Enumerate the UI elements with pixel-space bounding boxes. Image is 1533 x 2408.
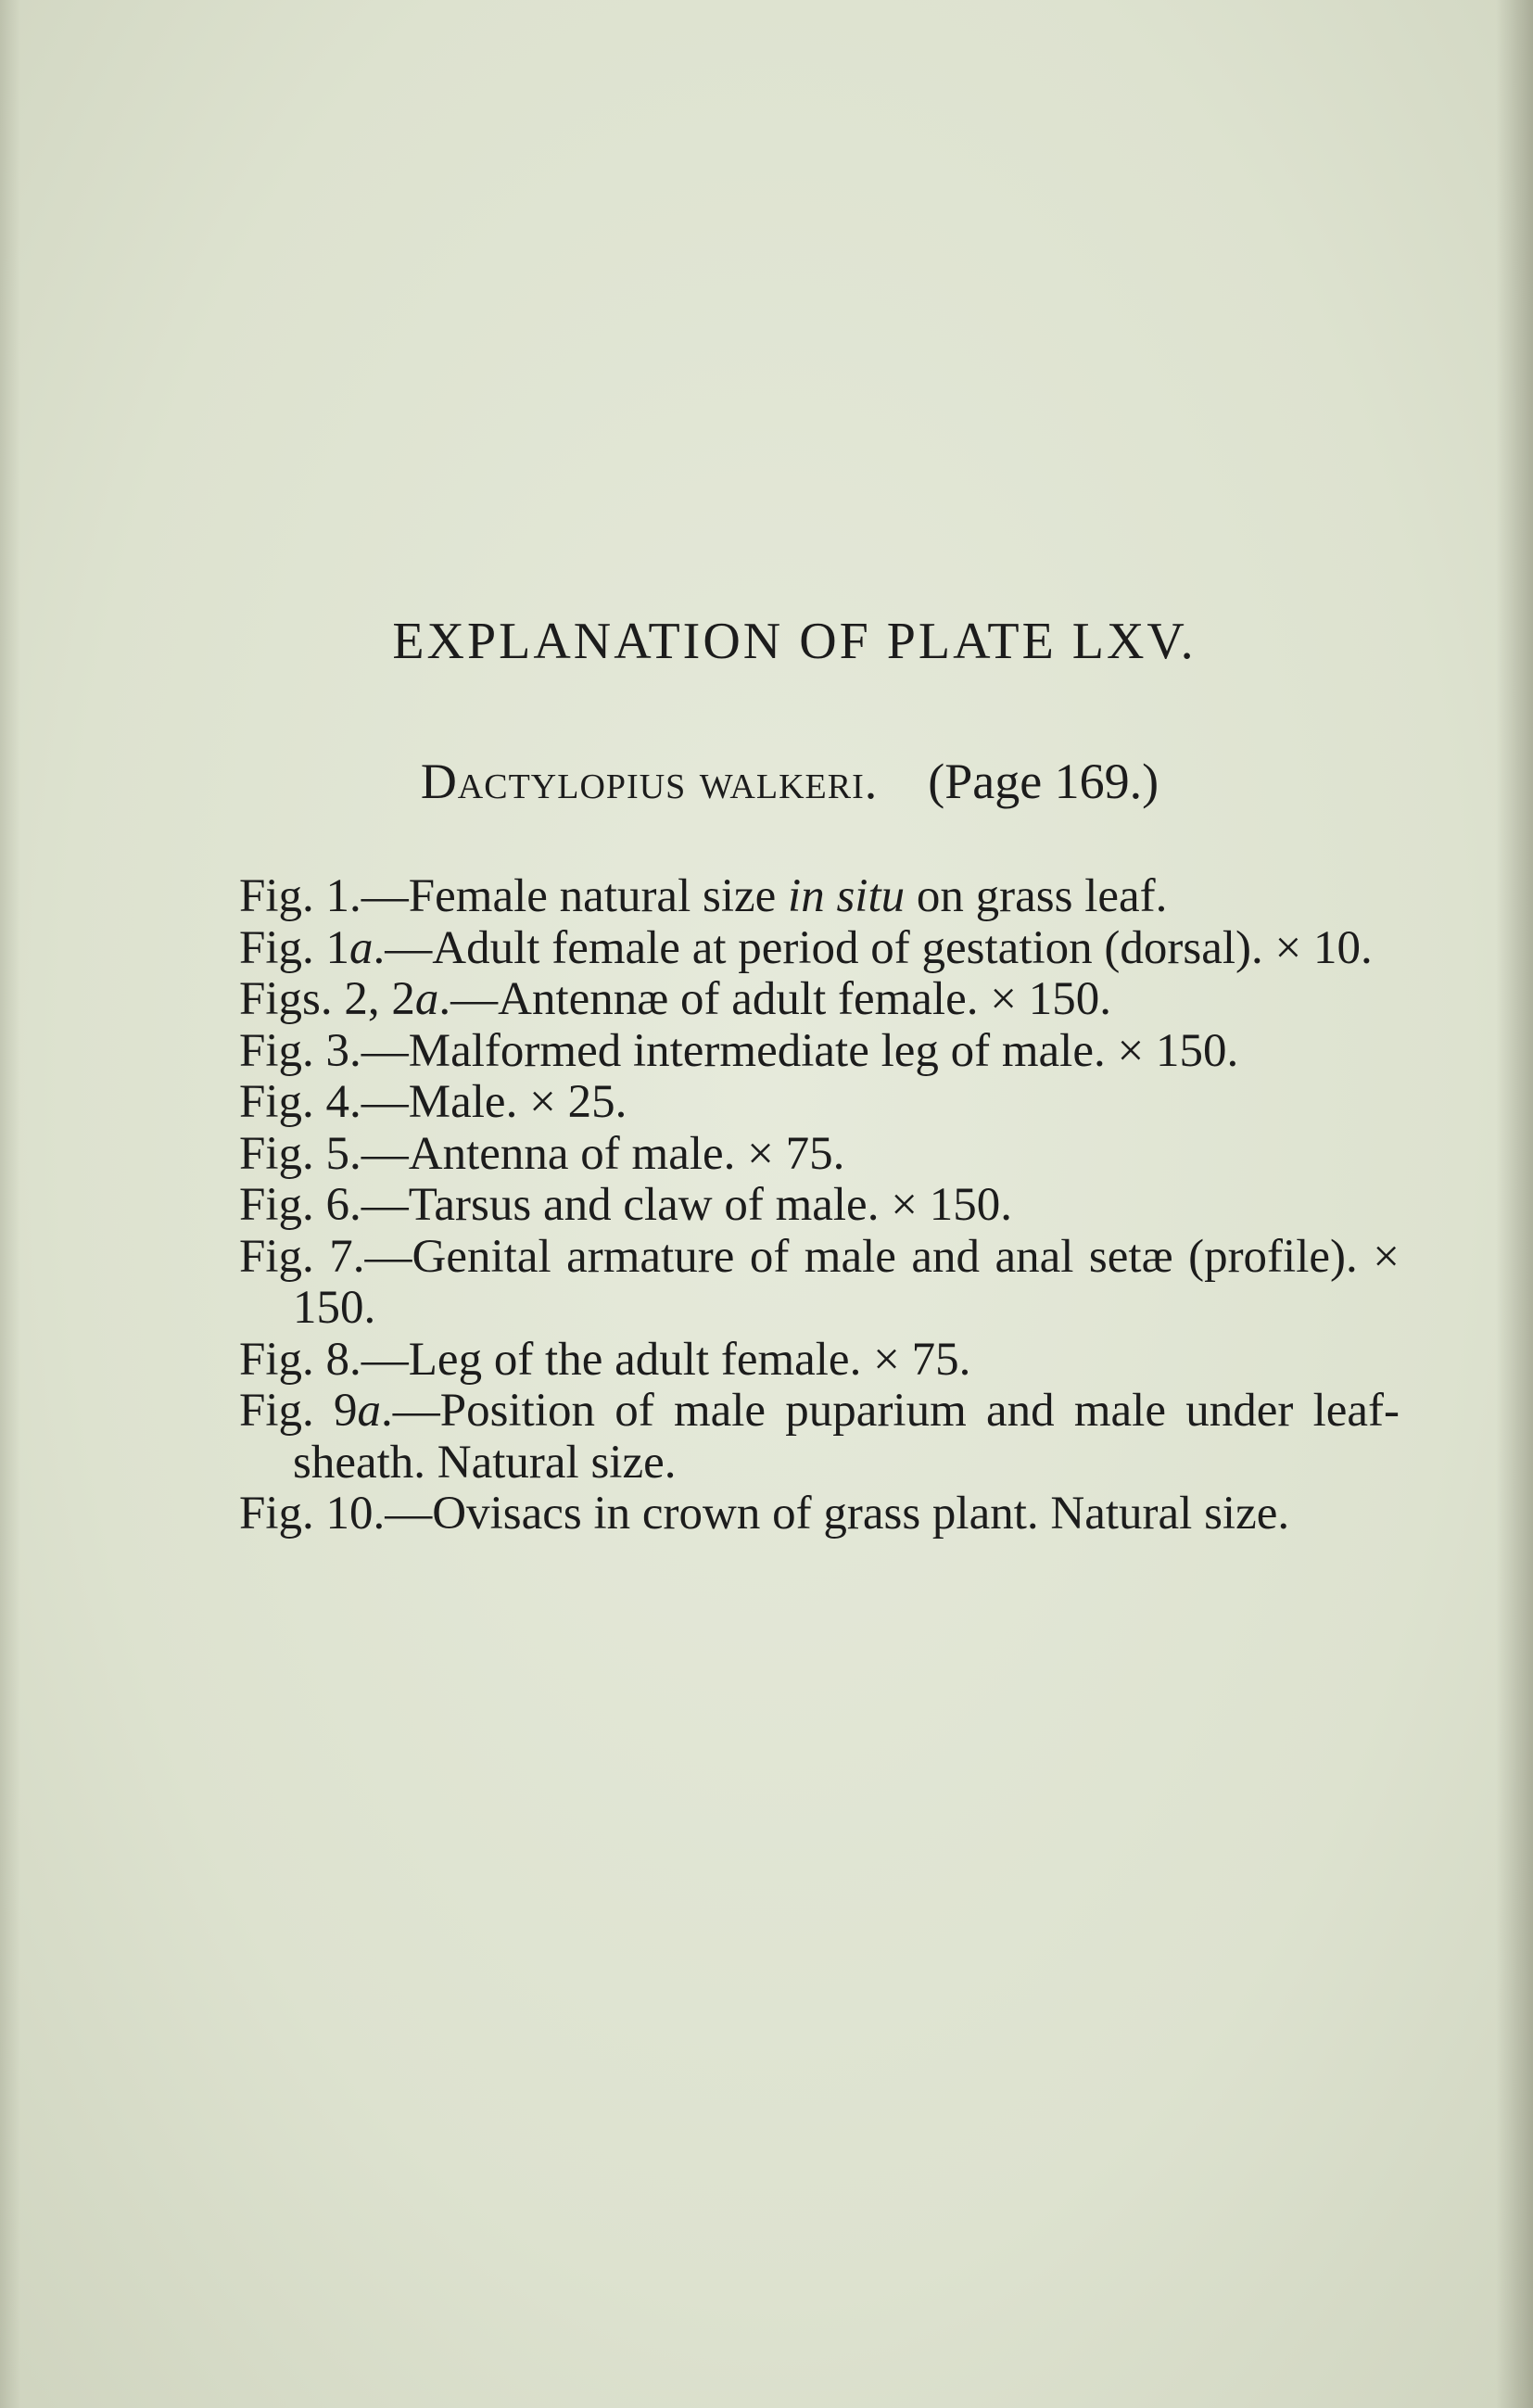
figure-caption-1a: Fig. 1a.—Adult female at period of gestation (dorsal). × 10. xyxy=(239,921,1373,974)
figure-caption-9a: Fig. 9a.—Position of male puparium and male under leaf-sheath. Natural size. xyxy=(239,1385,1400,1489)
page-gutter-shadow xyxy=(0,0,20,2408)
figure-caption-5: Fig. 5.—Antenna of male. × 75. xyxy=(239,1127,845,1180)
figure-caption-1: Fig. 1.—Female natural size in situ on grass leaf. xyxy=(239,870,1168,922)
plate-title: EXPLANATION OF PLATE LXV. xyxy=(392,613,1197,670)
figure-caption-2: Figs. 2, 2a.—Antennæ of adult female. × 150. xyxy=(239,973,1111,1025)
figure-caption-7: Fig. 7.—Genital armature of male and anal setæ (profile). × 150. xyxy=(239,1230,1400,1334)
figure-caption-6: Fig. 6.—Tarsus and claw of male. × 150. xyxy=(239,1179,1012,1231)
plate-subtitle xyxy=(0,753,1533,810)
figure-caption-8: Fig. 8.—Leg of the adult female. × 75. xyxy=(239,1333,971,1386)
species-name: Dactylopius walkeri. xyxy=(420,754,879,809)
page-edge-shadow xyxy=(1496,0,1533,2408)
figure-caption-10: Fig. 10.—Ovisacs in crown of grass plant. Natural size. xyxy=(239,1488,1290,1540)
page-reference: (Page 169.) xyxy=(928,754,1159,809)
figure-caption-3: Fig. 3.—Malformed intermediate leg of male. × 150. xyxy=(239,1024,1239,1077)
figure-caption-4: Fig. 4.—Male. × 25. xyxy=(239,1076,627,1128)
figure-list xyxy=(239,871,1400,1540)
